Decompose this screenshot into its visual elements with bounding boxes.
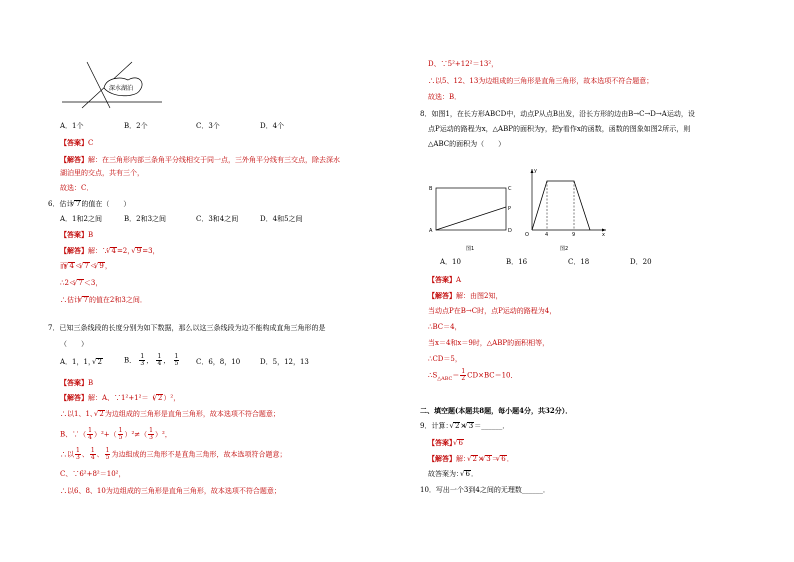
q9-answer (428, 438, 464, 448)
q9-rad1: √ 2 (453, 422, 460, 430)
fig2-label-4: 4 (545, 232, 549, 238)
prev-option-c: C．3个 (196, 122, 220, 130)
fig2-label-y: y (534, 168, 537, 174)
q7-a4-frac-3 (105, 448, 111, 461)
q6-a2-rad1: √ 4 (68, 262, 75, 270)
q6-number: 6． (48, 200, 60, 208)
q8-option-c: C．18 (568, 258, 590, 266)
q6-a4-post: 的值在2和3之间． (88, 296, 147, 304)
q7-a4-pre: ∴以 (60, 450, 74, 459)
fig1-label-b: B (429, 186, 433, 192)
prev-analysis-2: 湖泊里的交点，共有三个， (60, 169, 144, 177)
q8-option-b: B．16 (506, 258, 528, 266)
q6-radical: √ 7 (74, 200, 81, 208)
frac-num: 1 (174, 353, 179, 360)
frac-num: 1 (149, 427, 153, 434)
q6-a1-rad1: √ 4 (110, 247, 117, 255)
q7-a2-rad: √ 2 (98, 410, 105, 418)
q9-analysis-1 (428, 454, 514, 464)
q8-analysis-6 (428, 369, 518, 384)
q9-number: 9． (420, 422, 432, 430)
fig2-label-9: 9 (572, 232, 576, 238)
q6-a3-post: ＜3， (83, 279, 103, 287)
answer-value: C (88, 139, 94, 147)
q8-analysis-2: 当动点P在B→C时，点P运动的路程为4， (428, 307, 557, 315)
prev-option-d: D．4个 (260, 122, 285, 130)
fig2-caption: 图2 (560, 246, 569, 252)
q9-a1-rad2: √ 3 (485, 455, 492, 463)
q9-analysis-2 (428, 470, 478, 479)
q9-a1-mid1: × (477, 455, 484, 463)
answer-value: √ 6 (457, 439, 464, 447)
analysis-text: 解：在三角形内部三条角平分线相交于同一点，三外角平分线有三交点，除去深水 (88, 156, 340, 164)
prev-option-a: A．1个 (60, 122, 84, 130)
q7-a2-post: 为边组成的三角形是直角三角形，故本选项不符合题意； (104, 410, 280, 418)
analysis-tag: 【解答】 (60, 393, 88, 402)
q7-option-d: D．5，12，13 (260, 358, 309, 366)
frac-den: 4 (157, 360, 162, 367)
q7-optA-pre: A．1，1， (60, 358, 95, 366)
answer-value: B (88, 379, 94, 387)
frac-den: 4 (90, 454, 95, 461)
q7-a3-mid1: ）²+（ (93, 430, 117, 439)
analysis-tag: 【解答】 (60, 246, 88, 255)
q9-stem (420, 422, 509, 431)
q7-a3-post: ）²， (154, 430, 172, 439)
fig1-label-a: A (429, 228, 433, 234)
frac-den: 3 (140, 360, 145, 367)
q7-analysis-1 (60, 393, 180, 403)
q10-stem-text: 写出一个3到4之间的无理数______． (435, 486, 550, 494)
q9-a1-rad1: √ 2 (471, 455, 478, 463)
q8-a6-post: CD×BC＝10． (467, 371, 518, 380)
q8-a1: 解：由图2知， (456, 292, 503, 300)
q6-option-c: C．3和4之间 (196, 215, 239, 223)
q7-analysis-5: C、∵6²+8²＝10²， (60, 470, 126, 478)
frac-den: 5 (105, 454, 110, 461)
q7-optA-rad: √ 2 (96, 358, 103, 366)
lake-label: 深水湖泊 (109, 85, 134, 92)
q7-a4-frac-2 (90, 448, 96, 461)
q6-a4-rad: √ 7 (82, 296, 89, 304)
answer-tag: 【答案】 (60, 378, 88, 387)
q8-stem-2: 点P运动的路程为x，△ABP的面积为y，把y看作x的函数，函数的图象如图2所示，则 (428, 125, 691, 133)
q7-stem (48, 324, 325, 333)
q8-a6-pre: ∴S (428, 371, 438, 380)
frac-den: 3 (149, 434, 153, 441)
q7-optB-pre: B． (124, 356, 137, 365)
q8-number: 8． (420, 110, 432, 118)
q6-analysis-2 (60, 262, 112, 271)
q7-option-c: C．6，8，10 (196, 358, 241, 366)
q6-stem-b: 的值在（ ） (81, 200, 131, 208)
frac-den: 5 (174, 360, 179, 367)
q7-optB-frac-2 (156, 354, 162, 367)
q8-stem-1-text: 如图1，在长方形ABCD中，动点P从点B出发，沿长方形的边由B→C→D→A运动，设 (431, 110, 695, 118)
q6-a1-mid: =2， (116, 247, 135, 255)
q6-a4-pre: ∴估计 (60, 296, 81, 304)
frac-den: 5 (118, 434, 123, 441)
answer-value: B (88, 231, 94, 239)
q8-analysis-3: ∴BC＝4， (428, 323, 462, 331)
analysis-tag: 【解答】 (428, 454, 456, 463)
q7-option-b: B． $\frac{1}{3}$ ， $\frac{1}{4}$ ， $\frac{1}{5}$ (124, 353, 179, 367)
answer-value: A (456, 276, 462, 284)
frac-num: 1 (88, 427, 92, 434)
frac-num: 1 (140, 353, 145, 360)
q7-optB-frac-3 (174, 354, 180, 367)
answer-tag: 【答案】 (60, 230, 88, 239)
q8-analysis-4: 当x＝4和x＝9时，△ABP的面积相等， (428, 339, 550, 347)
q6-stem (48, 200, 130, 209)
q7-paren: （ ） (60, 340, 88, 348)
q8-stem-1 (420, 110, 695, 119)
q7-a3-frac-3 (148, 428, 154, 441)
fig1-caption: 图1 (466, 246, 475, 252)
q7-number: 7． (48, 324, 60, 332)
q8-stem-3: △ABC的面积为（ ） (428, 140, 506, 148)
prev-analysis-1 (60, 155, 340, 165)
q7-answer (60, 378, 93, 388)
analysis-tag: 【解答】 (60, 155, 88, 164)
q6-a2-mid1: ＜ (74, 262, 82, 270)
q7-a4-post: 为边组成的三角形不是直角三角形，故本选项符合题意； (111, 450, 287, 459)
q7-d-conclusion: ∴以5、12、13为边组成的三角形是直角三角形，故本选项不符合题意； (428, 77, 654, 85)
q10-number: 10． (420, 486, 436, 494)
fig1-label-d: D (508, 228, 512, 234)
q7-d-line: D、∵5²+12²＝13²， (428, 60, 499, 68)
frac-num: 1 (157, 353, 162, 360)
q7-a2-pre: ∴以1、1、 (60, 410, 97, 418)
frac-num: 1 (461, 368, 466, 375)
q7-a3-mid2: ）²≠（ (124, 430, 148, 439)
frac-den: 4 (88, 434, 92, 441)
answer-tag: 【答案】 (428, 275, 456, 284)
lake-figure (62, 60, 182, 110)
q7-optB-frac-1 (139, 354, 145, 367)
q7-a4-frac-1 (75, 448, 81, 461)
figure-1-rectangle (426, 180, 516, 260)
frac-num: 1 (118, 427, 123, 434)
section-2-heading: 二、填空题(本题共8题，每小题4分，共32分）． (420, 406, 573, 415)
q7-analysis-3 (60, 428, 172, 441)
fig2-label-x: x (602, 232, 605, 238)
q9-a1-mid2: ＝ (491, 455, 499, 463)
q6-a2-rad2: √ 7 (83, 262, 90, 270)
q8-a6-eq: ＝ (452, 371, 460, 380)
q6-analysis-4 (60, 296, 147, 305)
q8-a6-frac (460, 369, 466, 382)
q6-a3-pre: ∴2＜ (60, 279, 76, 287)
q9-a2-post: ． (470, 470, 478, 478)
q10-stem (420, 486, 550, 495)
q7-a3-frac-1 (87, 428, 93, 441)
q6-stem-a: 估计 (59, 200, 74, 208)
prev-conclusion: 故选：C． (60, 184, 94, 192)
q8-analysis-5: ∴CD＝5， (428, 355, 462, 363)
q6-a3-rad: √ 7 (77, 279, 84, 287)
q6-option-d: D．4和5之间 (260, 215, 303, 223)
q9-a1-rad3: √ 6 (500, 455, 507, 463)
q9-a1-pre: 解： (456, 455, 470, 463)
frac-num: 1 (90, 447, 95, 454)
frac-den: 3 (76, 454, 80, 461)
q7-a3-pre: B、∵（ (60, 430, 87, 439)
q9-a2-pre: 故答案为： (428, 470, 463, 478)
q8-answer (428, 275, 461, 285)
prev-answer (60, 138, 93, 148)
figure-2-graph (520, 165, 610, 260)
fig2-label-o: O (525, 232, 529, 238)
q7-a1-post: ）²， (163, 394, 181, 402)
answer-tag: 【答案】 (60, 138, 88, 147)
answer-tag: 【答案】 (428, 438, 456, 447)
q6-a1-pre: 解：∵ (88, 247, 109, 255)
q8-analysis-1 (428, 291, 502, 301)
q9-pre: 计算： (431, 422, 453, 430)
q7-analysis-6: ∴以6、8、10为边组成的三角形是直角三角形，故本选项不符合题意； (60, 487, 281, 495)
q8-a6-sub: △ABC (437, 375, 453, 382)
q6-answer (60, 230, 93, 240)
q6-a2-pre: 而 (60, 262, 67, 270)
q6-a1-post: =3， (142, 247, 160, 255)
q7-a1-pre: 解：A、∵1²+1²＝（ (88, 394, 156, 402)
frac-den: 2 (461, 375, 466, 382)
q6-option-a: A．1和2之间 (60, 215, 102, 223)
q6-analysis-3 (60, 279, 102, 288)
q7-stem-text: 已知三条线段的长度分别为如下数据，那么以这三条线段为边不能构成直角三角形的是 (59, 324, 326, 332)
q6-a2-rad3: √ 9 (98, 262, 105, 270)
q9-post: ＝______． (474, 422, 510, 430)
q6-a1-rad2: √ 9 (135, 247, 142, 255)
q9-a2-rad: √ 6 (464, 470, 471, 478)
q9-mid: × (460, 422, 467, 430)
q7-analysis-2 (60, 410, 280, 419)
q6-analysis-1 (60, 246, 160, 256)
fig1-label-p: P (508, 206, 512, 212)
frac-num: 1 (76, 447, 80, 454)
q8-option-d: D．20 (630, 258, 652, 266)
q7-option-a (60, 358, 103, 367)
q6-a2-mid2: ＜ (89, 262, 97, 270)
prev-option-b: B．2个 (124, 122, 148, 130)
q7-analysis-4: ∴以 $\frac{1}{3}$ 、 $\frac{1}{4}$ 、 $\frac{1}{5}$ 为边组成的三角形不是直角三角形，故本选项符合题意； (60, 447, 287, 461)
fig1-label-c: C (508, 186, 512, 192)
q7-a1-rad: √ 2 (156, 394, 163, 402)
analysis-tag: 【解答】 (428, 291, 456, 300)
frac-num: 1 (105, 447, 110, 454)
q9-rad2: √ 3 (467, 422, 474, 430)
q6-a2-post: ， (104, 262, 112, 270)
q8-option-a: A．10 (440, 258, 461, 266)
q6-option-b: B．2和3之间 (124, 215, 167, 223)
q7-a3-frac-2 (118, 428, 124, 441)
q9-a1-post: ． (506, 455, 514, 463)
q7-select: 故选：B． (428, 93, 462, 101)
